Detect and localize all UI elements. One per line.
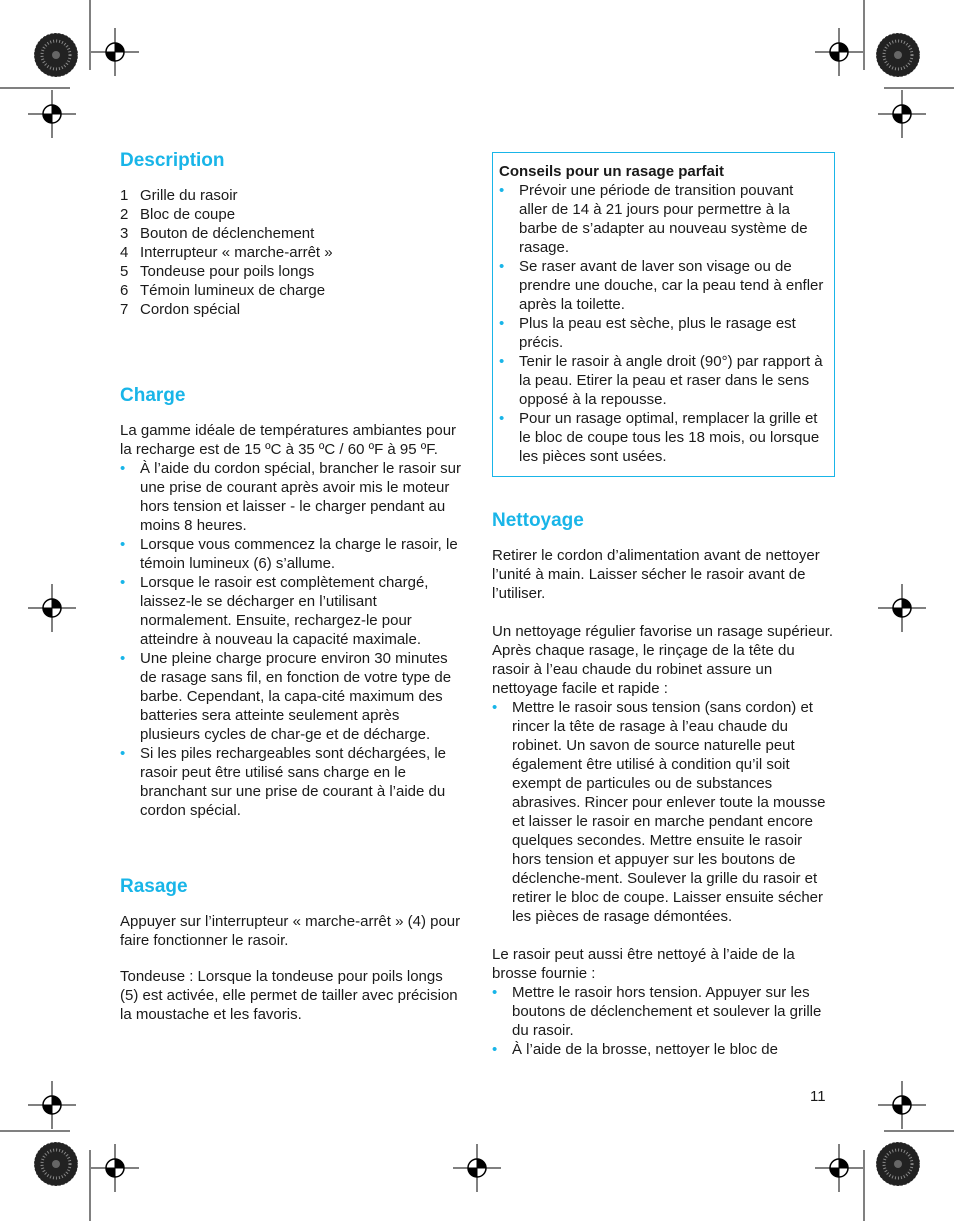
list-item: • À l’aide du cordon spécial, brancher le rasoir sur une prise de courant après avoir mis le moteur hors tension et laisser - le charger pendant au moins 8 heures. — [120, 459, 462, 535]
list-item: 2 Bloc de coupe — [120, 206, 236, 223]
registration-mark-icon — [815, 28, 863, 76]
registration-mark-icon — [28, 1081, 76, 1129]
nettoyage-heading: Nettoyage — [492, 510, 584, 531]
nettoyage-paragraph-2: Un nettoyage régulier favorise un rasage supérieur. Après chaque rasage, le rinçage de la tête du rasoir à l’eau chaude du robinet assure un nettoyage facile et rapide : — [492, 623, 834, 697]
list-item: 5 Tondeuse pour poils longs — [120, 263, 315, 280]
registration-mark-icon — [878, 90, 926, 138]
description-heading: Description — [120, 150, 225, 171]
registration-mark-icon — [878, 584, 926, 632]
nettoyage-paragraph-3: Le rasoir peut aussi être nettoyé à l’aide de la brosse fournie : — [492, 946, 795, 982]
page-number: 11 — [810, 1088, 826, 1105]
color-target-icon — [876, 1142, 920, 1186]
parts-list — [120, 186, 462, 319]
color-target-icon — [34, 1142, 78, 1186]
registration-mark-icon — [28, 90, 76, 138]
registration-mark-icon — [91, 28, 139, 76]
charge-intro: La gamme idéale de températures ambiantes pour la recharge est de 15 ºC à 35 ºC / 60 ºF à 95 ºF. — [120, 422, 457, 458]
list-item: • Prévoir une période de transition pouvant aller de 14 à 21 jours pour permettre à la barbe de s’adapter au nouveau système de rasage. — [499, 181, 824, 257]
nettoyage-paragraph-1: Retirer le cordon d’alimentation avant de nettoyer l’unité à main. Laisser sécher le rasoir avant de l’utiliser. — [492, 547, 820, 602]
list-item: • Si les piles rechargeables sont déchargées, le rasoir peut être utilisé sans charge en le branchant sur une prise de courant à l’aide du cordon spécial. — [120, 744, 462, 820]
list-item: • À l’aide de la brosse, nettoyer le bloc de — [492, 1040, 835, 1059]
list-item: 1 Grille du rasoir — [120, 187, 238, 204]
list-item: • Pour un rasage optimal, remplacer la grille et le bloc de coupe tous les 18 mois, ou lorsque les pièces sont usées. — [499, 409, 824, 466]
rasage-heading: Rasage — [120, 876, 188, 897]
tips-title: Conseils pour un rasage parfait — [499, 163, 725, 180]
tondeuse-paragraph: Tondeuse : Lorsque la tondeuse pour poils longs (5) est activée, elle permet de tailler avec précision la moustache et les favoris. — [120, 968, 458, 1023]
registration-mark-icon — [815, 1144, 863, 1192]
nettoyage-bullets-2 — [492, 983, 835, 1059]
list-item: • Mettre le rasoir sous tension (sans cordon) et rincer la tête de rasage à l’eau chaude du robinet. Un savon de source naturelle peut également être utilisé à condition qu’il soit exempt de particules ou de substances abrasives. Rincer pour enlever toute la mousse et laisser le rasoir en marche pendant encore quelques secondes. Mettre ensuite le rasoir hors tension et appuyer sur les boutons de déclenche-ment. Soulever la grille du rasoir et retirer le bloc de coupe. Laisser ensuite sécher les pièces de rasage démontées. — [492, 698, 835, 926]
list-item: 6 Témoin lumineux de charge — [120, 282, 326, 299]
tips-box — [492, 152, 835, 477]
color-target-icon — [34, 33, 78, 77]
left-column — [120, 150, 462, 1024]
right-column — [492, 152, 835, 1059]
list-item: • Plus la peau est sèche, plus le rasage est précis. — [499, 314, 824, 352]
charge-heading: Charge — [120, 385, 186, 406]
registration-mark-icon — [453, 1144, 501, 1192]
list-item: • Tenir le rasoir à angle droit (90°) par rapport à la peau. Etirer la peau et raser dans le sens opposé à la repousse. — [499, 352, 824, 409]
list-item: 7 Cordon spécial — [120, 301, 241, 318]
registration-mark-icon — [91, 1144, 139, 1192]
registration-mark-icon — [28, 584, 76, 632]
color-target-icon — [876, 33, 920, 77]
list-item: • Mettre le rasoir hors tension. Appuyer sur les boutons de déclenchement et soulever la grille du rasoir. — [492, 983, 835, 1040]
list-item: 4 Interrupteur « marche-arrêt » — [120, 244, 333, 261]
list-item: • Lorsque le rasoir est complètement chargé, laissez-le se décharger en l’utilisant normalement. Ensuite, rechargez-le pour atteindre à nouveau la capacité maximale. — [120, 573, 462, 649]
rasage-paragraph: Appuyer sur l’interrupteur « marche-arrêt » (4) pour faire fonctionner le rasoir. — [120, 913, 461, 949]
list-item: • Une pleine charge procure environ 30 minutes de rasage sans fil, en fonction de votre type de barbe. Cependant, la capa-cité maximum des batteries sera atteinte seulement après plusieurs cycles de char-ge et de décharge. — [120, 649, 462, 744]
list-item: • Lorsque vous commencez la charge le rasoir, le témoin lumineux (6) s’allume. — [120, 535, 462, 573]
list-item: • Se raser avant de laver son visage ou de prendre une douche, car la peau tend à enfler après la toilette. — [499, 257, 824, 314]
charge-bullets — [120, 459, 462, 820]
registration-mark-icon — [878, 1081, 926, 1129]
list-item: 3 Bouton de déclenchement — [120, 225, 315, 242]
nettoyage-bullets-1 — [492, 698, 835, 926]
tips-bullets — [499, 181, 824, 466]
